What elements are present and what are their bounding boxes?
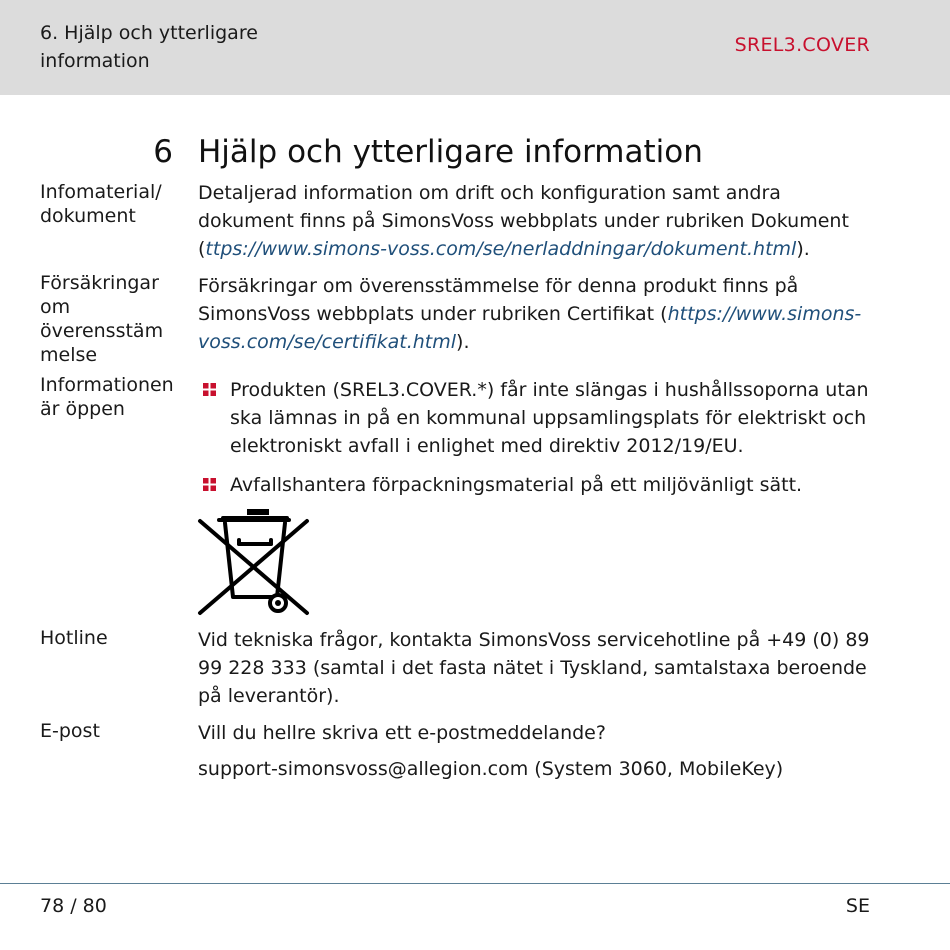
- bullet-text: Produkten (SREL3.COVER.*) får inte slängas i hushållssoporna utan ska lämnas in på en kommunal uppsamlingsplats för elektriskt och elektroniskt avfall i enlighet med direktiv 2012/19/EU.: [230, 379, 869, 457]
- page-number: 78 / 80: [40, 895, 107, 917]
- page-header: [0, 0, 950, 95]
- label-infomaterial: Infomaterial/ dokument: [40, 181, 162, 227]
- footer-divider: [0, 883, 950, 884]
- hotline-text: Vid tekniska frågor, kontakta SimonsVoss servicehotline på +49 (0) 89 99 228 333 (samtal i det fasta nätet i Tyskland, samtalstaxa beroende på leverantör).: [198, 629, 870, 707]
- chapter-number: 6: [153, 134, 173, 170]
- infomaterial-text-after: ).: [796, 238, 810, 260]
- label-epost: E-post: [40, 720, 100, 742]
- epost-question: Vill du hellre skriva ett e-postmeddelande?: [198, 722, 606, 744]
- language-code: SE: [845, 895, 870, 917]
- header-section-title: 6. Hjälp och ytterligare information: [40, 22, 258, 72]
- infomaterial-text-before: Detaljerad information om drift och konfiguration samt andra dokument finns på SimonsVoss webbplats under rubriken Dokument (: [198, 182, 849, 260]
- documents-link[interactable]: ttps://www.simons-voss.com/se/nerladdningar/dokument.html: [205, 238, 797, 260]
- header-product-name: SREL3.COVER: [734, 34, 870, 56]
- red-square-bullet-icon: [203, 383, 216, 396]
- bullet-text: Avfallshantera förpackningsmaterial på ett miljövänligt sätt.: [230, 474, 803, 496]
- chapter-title: Hjälp och ytterligare information: [198, 134, 703, 170]
- label-forsakringar: Försäkringar om överensstäm melse: [40, 272, 164, 366]
- certificates-link[interactable]: https://www.simons-voss.com/se/certifikat.html: [198, 303, 862, 353]
- forsakringar-text: [198, 272, 873, 356]
- label-hotline: Hotline: [40, 627, 108, 649]
- red-square-bullet-icon: [203, 478, 216, 491]
- support-email[interactable]: support-simonsvoss@allegion.com (System 3060, MobileKey): [198, 758, 784, 780]
- forsakringar-text-before: Försäkringar om överensstämmelse för denna produkt finns på SimonsVoss webbplats under rubriken Certifikat (: [198, 275, 799, 325]
- infomaterial-text: [198, 179, 873, 263]
- weee-crossed-bin-icon: [197, 507, 310, 617]
- label-informationen: Informationen är öppen: [40, 374, 174, 420]
- forsakringar-text-after: ).: [456, 331, 470, 353]
